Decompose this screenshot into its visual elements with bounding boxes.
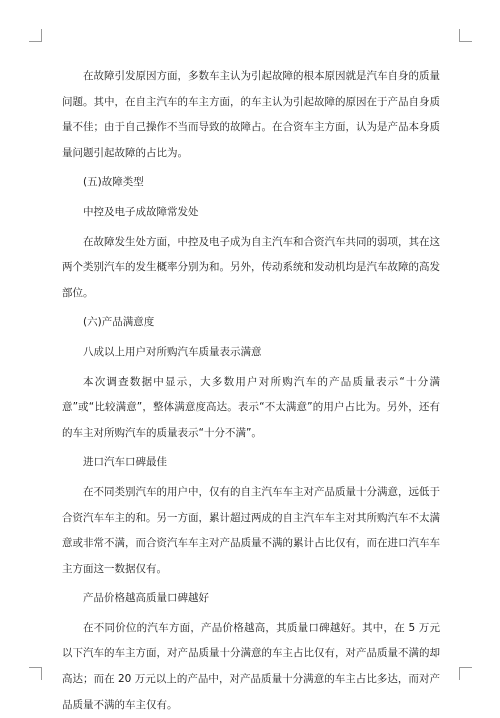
section-heading-failure-types: (五)故障类型: [83, 176, 144, 189]
crop-mark-top-left: [29, 29, 42, 42]
subheading-price-reputation: 产品价格越高质量口碑越好: [83, 592, 209, 605]
document-body: [62, 64, 440, 718]
paragraph-failure-causes: 在故障引发原因方面，多数车主认为引起故障的根本原因就是汽车自身的质量问题。其中，在自主汽车的车主方面，的车主认为引起故障的原因在于产品自身质量不佳；由于自己操作不当而导致的故障占。在合资车主方面，认为是产品本身质量问题引起故障的占比为。: [62, 70, 440, 159]
subheading-imported-cars: 进口汽车口碑最佳: [83, 456, 167, 469]
crop-mark-bottom-left: [29, 667, 42, 680]
paragraph-category-comparison: 在不同类别汽车的用户中，仅有的自主汽车车主对产品质量十分满意，远低于合资汽车车主的和。另一方面，累计超过两成的自主汽车车主对其所购汽车不太满意或非常不满，而合资汽车车主对产品质量不满的累计占比仅有，而在进口汽车车主方面这一数据仅有。: [62, 485, 440, 575]
subheading-satisfied-users: 八成以上用户对所购汽车质量表示满意: [83, 345, 262, 358]
section-heading-satisfaction: (六)产品满意度: [83, 316, 155, 329]
crop-mark-top-right: [459, 29, 472, 42]
subheading-control-electronics: 中控及电子成故障常发处: [83, 205, 199, 218]
crop-mark-bottom-right: [459, 667, 472, 680]
paragraph-failure-location: 在故障发生处方面，中控及电子成为自主汽车和合资汽车共同的弱项，其在这两个类别汽车的发生概率分别为和。另外，传动系统和发动机均是汽车故障的高发部位。: [62, 235, 440, 299]
paragraph-survey-satisfaction: 本次调查数据中显示，大多数用户对所购汽车的产品质量表示“十分满意”或“比较满意”，整体满意度高达。表示“不太满意”的用户占比为。另外，还有的车主对所购汽车的质量表示“十分不满”。: [62, 375, 440, 439]
paragraph-price-comparison: 在不同价位的汽车方面，产品价格越高，其质量口碑越好。其中，在 5 万元以下汽车的车主方面，对产品质量十分满意的车主占比仅有，对产品质量不满的却高达；而在 20 万元以上的产品中，对产品质量十分满意的车主占比多达，而对产品质量不满的车主仅有。: [62, 621, 440, 711]
